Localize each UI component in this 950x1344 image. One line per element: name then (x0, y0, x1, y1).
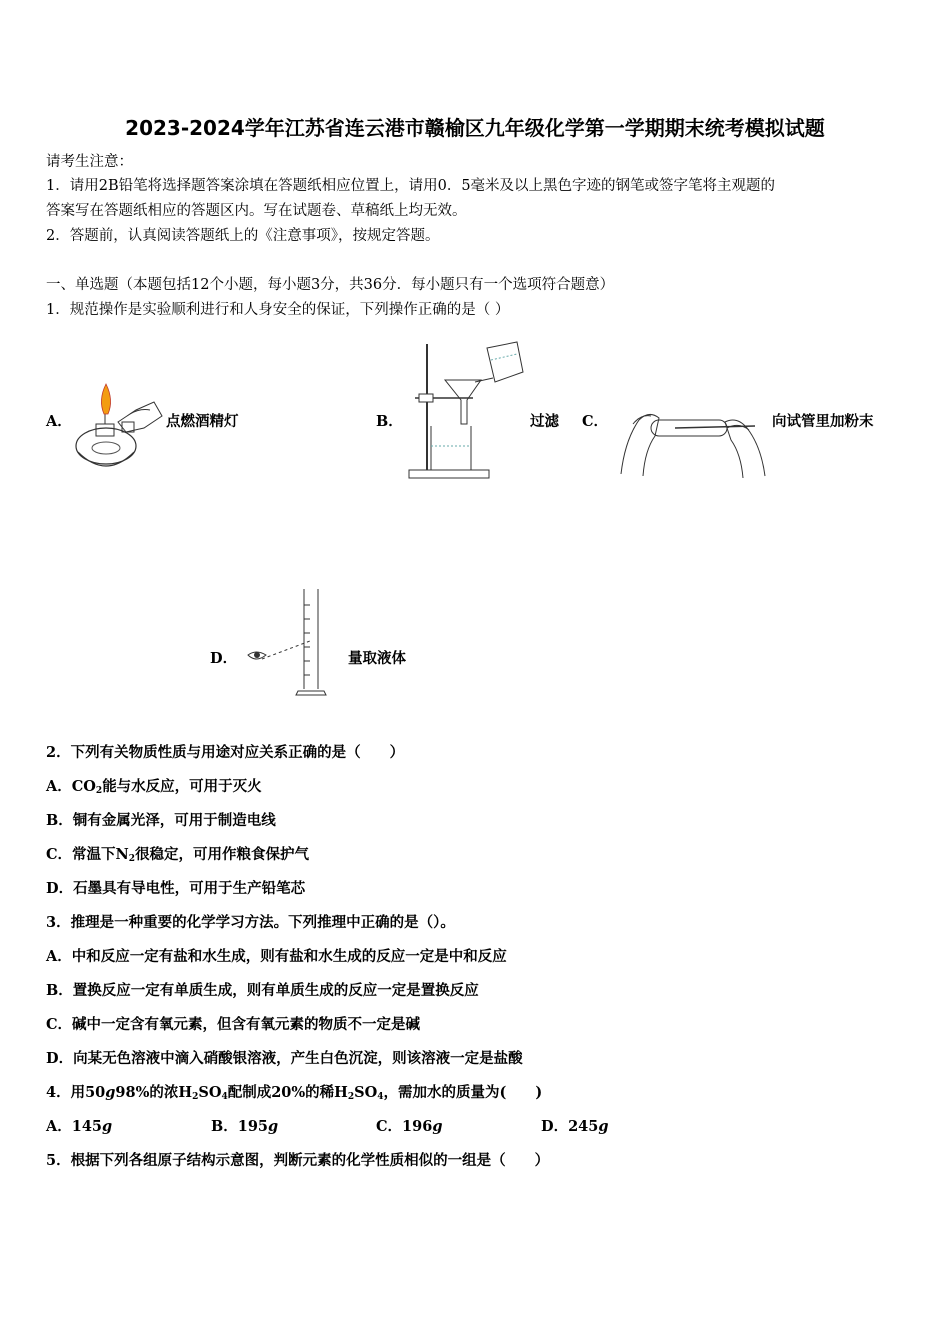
q4-option-c: C．196g (376, 1118, 443, 1135)
q4-option-d: D．245g (541, 1118, 609, 1135)
notice-item-2: 2．答题前，认真阅读答题纸上的《注意事项》，按规定答题。 (46, 228, 440, 244)
q1-option-c-letter: C． (582, 413, 609, 430)
q1-option-a-text: 点燃酒精灯 (166, 413, 239, 430)
filtration-illustration (405, 338, 530, 483)
q2-option-b: B．铜有金属光泽，可用于制造电线 (46, 812, 276, 829)
q1-option-b-letter: B． (376, 413, 403, 430)
q2-stem: 2．下列有关物质性质与用途对应关系正确的是（ ） (46, 744, 405, 761)
notice-heading: 请考生注意： (46, 154, 133, 170)
q5-stem: 5．根据下列各组原子结构示意图，判断元素的化学性质相似的一组是（ ） (46, 1152, 550, 1169)
q3-option-b: B．置换反应一定有单质生成，则有单质生成的反应一定是置换反应 (46, 982, 479, 999)
q2-option-c: C．常温下$N_2$很稳定，可用作粮食保护气 (46, 846, 310, 864)
q4-option-b: B．195g (211, 1118, 279, 1135)
q4-option-a: A．145g (46, 1118, 113, 1135)
q1-option-d-letter: D． (210, 650, 238, 667)
q3-option-a: A．中和反应一定有盐和水生成，则有盐和水生成的反应一定是中和反应 (46, 948, 507, 965)
notice-item-1-line-1: 1．请用2B铅笔将选择题答案涂填在答题纸相应位置上，请用0．5毫米及以上黑色字迹的钢笔或签字笔将主观题的 (46, 178, 776, 194)
q1-option-a-letter: A． (46, 413, 72, 430)
graduated-cylinder-illustration (244, 585, 344, 700)
q1-option-b-text: 过滤 (530, 413, 559, 430)
q3-option-d: D．向某无色溶液中滴入硝酸银溶液，产生白色沉淀，则该溶液一定是盐酸 (46, 1050, 523, 1067)
q3-option-c: C．碱中一定含有氧元素，但含有氧元素的物质不一定是碱 (46, 1016, 421, 1033)
alcohol-lamp-illustration (70, 380, 170, 485)
test-tube-powder-illustration (615, 400, 770, 480)
section-1-heading: 一、单选题（本题包括12个小题，每小题3分，共36分．每小题只有一个选项符合题意） (46, 277, 615, 293)
q4-stem: 4．用50g98%的浓$H_2SO_4$配制成20%的稀$H_2SO_4$，需加水的质量为( ) (46, 1084, 543, 1102)
notice-item-1-line-2: 答案写在答题纸相应的答题区内。写在试题卷、草稿纸上均无效。 (46, 203, 467, 219)
q1-stem: 1．规范操作是实验顺利进行和人身安全的保证，下列操作正确的是（ ） (46, 302, 510, 318)
q1-option-d-text: 量取液体 (348, 650, 406, 667)
q2-option-a: A．$CO_2$能与水反应，可用于灭火 (46, 778, 262, 796)
q3-stem: 3．推理是一种重要的化学学习方法。下列推理中正确的是（）。 (46, 914, 455, 931)
page-title: 2023-2024学年江苏省连云港市赣榆区九年级化学第一学期期末统考模拟试题 (125, 116, 825, 140)
q2-option-d: D．石墨具有导电性，可用于生产铅笔芯 (46, 880, 306, 897)
q1-option-c-text: 向试管里加粉末 (772, 413, 874, 430)
